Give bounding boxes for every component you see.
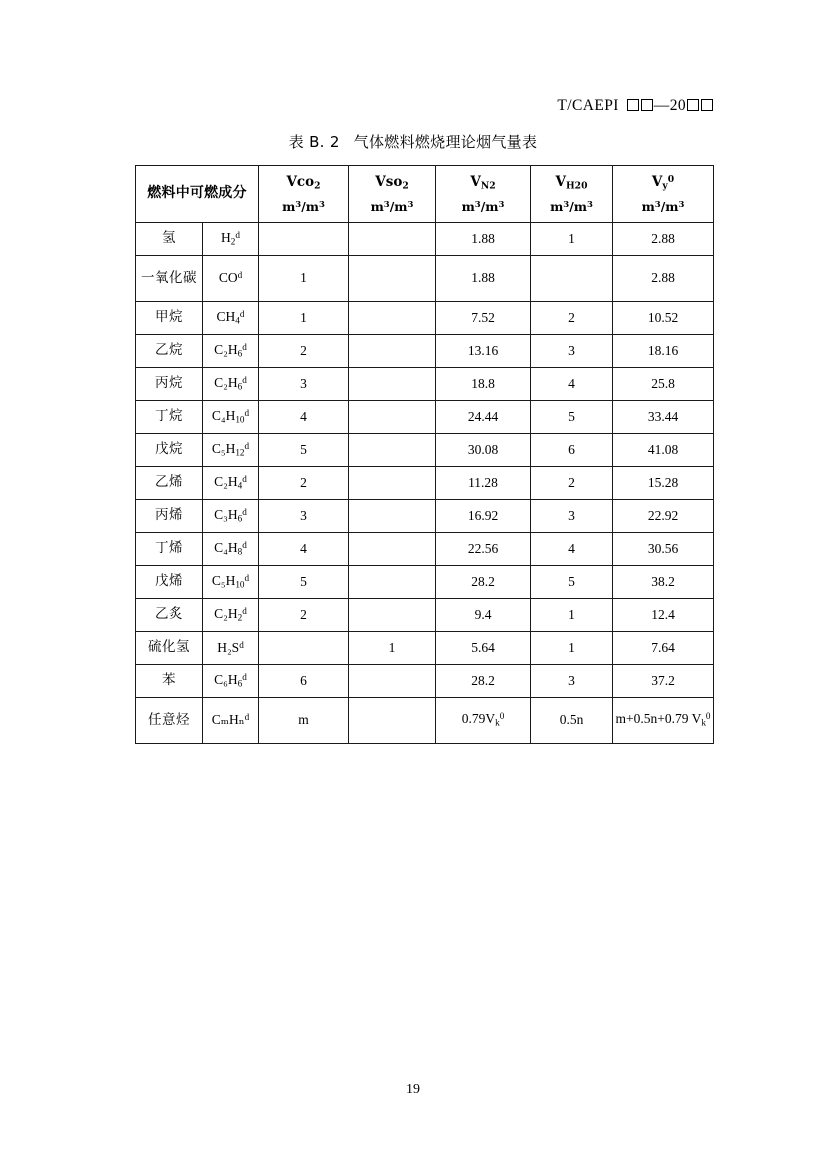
cell-vn2: 28.2 xyxy=(436,665,531,698)
cell-vh2o xyxy=(531,256,613,302)
column-header-vco2-symbol: Vco$_2$ xyxy=(286,173,321,192)
cell-component-name: 氢 xyxy=(136,223,203,256)
cell-vso2 xyxy=(349,368,436,401)
placeholder-box-icon xyxy=(627,99,639,111)
cell-chemical-formula: $C_2H_4^d$ xyxy=(203,467,259,500)
cell-vy: 2.88 xyxy=(613,256,714,302)
cell-vy: 30.56 xyxy=(613,533,714,566)
cell-vn2: 1.88 xyxy=(436,256,531,302)
column-header-vn2-symbol: $V_{N2}$ xyxy=(470,173,496,192)
cell-chemical-formula: $C_4H_8^d$ xyxy=(203,533,259,566)
cell-component-name: 乙烷 xyxy=(136,335,203,368)
cell-chemical-formula: $C_6H_6^d$ xyxy=(203,665,259,698)
table-row xyxy=(136,335,714,368)
cell-vso2 xyxy=(349,698,436,744)
cell-chemical-formula: $H_2S^d$ xyxy=(203,632,259,665)
cell-vy: 22.92 xyxy=(613,500,714,533)
column-header-vh2o-symbol: $V_{H20}$ xyxy=(555,173,588,192)
cell-vy: 2.88 xyxy=(613,223,714,256)
table-row xyxy=(136,256,714,302)
cell-vso2 xyxy=(349,665,436,698)
cell-vco2: 2 xyxy=(259,335,349,368)
table-row xyxy=(136,632,714,665)
cell-vn2: $0.79V_k^0$ xyxy=(436,698,531,744)
cell-vco2: 3 xyxy=(259,368,349,401)
cell-vco2: 5 xyxy=(259,566,349,599)
cell-vco2: m xyxy=(259,698,349,744)
table-row xyxy=(136,401,714,434)
cell-vco2: 3 xyxy=(259,500,349,533)
table-header-row xyxy=(136,166,714,223)
table-row xyxy=(136,467,714,500)
cell-component-name: 丁烯 xyxy=(136,533,203,566)
cell-vh2o: 1 xyxy=(531,223,613,256)
cell-component-name: 一氧化碳 xyxy=(136,256,203,302)
cell-vn2: 28.2 xyxy=(436,566,531,599)
cell-vn2: 9.4 xyxy=(436,599,531,632)
cell-chemical-formula: $C_5H_{12}^d$ xyxy=(203,434,259,467)
header-year-prefix: 20 xyxy=(669,97,686,114)
column-header-vso2-unit: $m^3/m^3$ xyxy=(370,198,414,214)
cell-vco2: 2 xyxy=(259,599,349,632)
column-header-vh2o-unit: $m^3/m^3$ xyxy=(550,198,593,214)
cell-vy: 38.2 xyxy=(613,566,714,599)
column-header-vy xyxy=(613,166,714,223)
placeholder-box-icon xyxy=(701,99,713,111)
column-header-vn2-unit: $m^3/m^3$ xyxy=(461,198,505,214)
column-header-vh2o xyxy=(531,166,613,223)
cell-component-name: 乙炙 xyxy=(136,599,203,632)
column-header-vco2-unit: $m^3/m^3$ xyxy=(282,198,325,214)
document-running-header xyxy=(557,97,714,115)
cell-vn2: 30.08 xyxy=(436,434,531,467)
flue-gas-table-container xyxy=(135,165,713,744)
placeholder-box-icon xyxy=(687,99,699,111)
cell-vn2: 7.52 xyxy=(436,302,531,335)
cell-vco2: 4 xyxy=(259,533,349,566)
cell-vso2 xyxy=(349,256,436,302)
flue-gas-table xyxy=(135,165,714,744)
cell-component-name: 乙烯 xyxy=(136,467,203,500)
cell-vh2o: 6 xyxy=(531,434,613,467)
column-header-vy-unit: $m^3/m^3$ xyxy=(641,198,685,214)
cell-vy: 33.44 xyxy=(613,401,714,434)
cell-vh2o: 2 xyxy=(531,302,613,335)
cell-chemical-formula: $C_2H_6^d$ xyxy=(203,335,259,368)
cell-component-name: 任意烃 xyxy=(136,698,203,744)
cell-component-name: 苯 xyxy=(136,665,203,698)
cell-vso2 xyxy=(349,599,436,632)
cell-vy: 37.2 xyxy=(613,665,714,698)
cell-vy: 18.16 xyxy=(613,335,714,368)
cell-vn2: 5.64 xyxy=(436,632,531,665)
cell-vy: 25.8 xyxy=(613,368,714,401)
cell-vh2o: 5 xyxy=(531,566,613,599)
cell-vso2 xyxy=(349,335,436,368)
cell-vh2o: 3 xyxy=(531,335,613,368)
cell-vco2: 4 xyxy=(259,401,349,434)
table-row xyxy=(136,302,714,335)
table-row xyxy=(136,368,714,401)
cell-vn2: 22.56 xyxy=(436,533,531,566)
cell-chemical-formula: $CO^d$ xyxy=(203,256,259,302)
cell-vso2 xyxy=(349,533,436,566)
cell-vh2o: 5 xyxy=(531,401,613,434)
cell-chemical-formula: $C_4H_{10}^d$ xyxy=(203,401,259,434)
table-row xyxy=(136,434,714,467)
cell-component-name: 硫化氢 xyxy=(136,632,203,665)
table-caption-number: 表 B. 2 xyxy=(288,133,340,151)
cell-vso2 xyxy=(349,500,436,533)
standard-prefix: T/CAEPI xyxy=(557,97,619,114)
table-body xyxy=(136,223,714,744)
cell-vco2: 2 xyxy=(259,467,349,500)
table-caption-title: 气体燃料燃烧理论烟气量表 xyxy=(353,133,538,151)
column-header-vso2 xyxy=(349,166,436,223)
cell-component-name: 丙烯 xyxy=(136,500,203,533)
table-row xyxy=(136,566,714,599)
cell-vn2: 18.8 xyxy=(436,368,531,401)
cell-vy: 10.52 xyxy=(613,302,714,335)
table-row xyxy=(136,665,714,698)
cell-vh2o: 3 xyxy=(531,500,613,533)
table-header xyxy=(136,166,714,223)
cell-vso2 xyxy=(349,302,436,335)
cell-vh2o: 0.5n xyxy=(531,698,613,744)
cell-vh2o: 2 xyxy=(531,467,613,500)
cell-vso2 xyxy=(349,566,436,599)
table-caption xyxy=(0,131,826,152)
cell-component-name: 甲烷 xyxy=(136,302,203,335)
cell-chemical-formula: $C_2H_6^d$ xyxy=(203,368,259,401)
cell-vy: 41.08 xyxy=(613,434,714,467)
column-header-vso2-symbol: Vso$_2$ xyxy=(375,173,409,192)
column-header-vco2 xyxy=(259,166,349,223)
placeholder-box-icon xyxy=(641,99,653,111)
cell-chemical-formula: $H_2^d$ xyxy=(203,223,259,256)
page-number: 19 xyxy=(406,1082,420,1097)
column-header-component: 燃料中可燃成分 xyxy=(136,166,259,223)
cell-vn2: 13.16 xyxy=(436,335,531,368)
cell-vh2o: 4 xyxy=(531,533,613,566)
cell-vy: m+0.5n+0.79 $V_k^0$ xyxy=(613,698,714,744)
cell-vn2: 24.44 xyxy=(436,401,531,434)
cell-vco2 xyxy=(259,223,349,256)
header-dash: — xyxy=(653,97,670,114)
cell-chemical-formula: $C_5H_{10}^d$ xyxy=(203,566,259,599)
table-row xyxy=(136,533,714,566)
cell-component-name: 戊烷 xyxy=(136,434,203,467)
table-row xyxy=(136,223,714,256)
table-row xyxy=(136,599,714,632)
cell-vso2 xyxy=(349,467,436,500)
cell-vso2: 1 xyxy=(349,632,436,665)
cell-vy: 15.28 xyxy=(613,467,714,500)
table-row xyxy=(136,500,714,533)
column-header-vn2 xyxy=(436,166,531,223)
cell-vco2: 5 xyxy=(259,434,349,467)
column-header-vy-symbol: $V_y^0$ xyxy=(651,173,675,192)
cell-vy: 7.64 xyxy=(613,632,714,665)
cell-vco2: 6 xyxy=(259,665,349,698)
cell-component-name: 丙烷 xyxy=(136,368,203,401)
cell-vh2o: 1 xyxy=(531,599,613,632)
cell-vn2: 1.88 xyxy=(436,223,531,256)
cell-vn2: 11.28 xyxy=(436,467,531,500)
cell-chemical-formula: $C_3H_6^d$ xyxy=(203,500,259,533)
cell-vh2o: 1 xyxy=(531,632,613,665)
cell-vco2 xyxy=(259,632,349,665)
table-row xyxy=(136,698,714,744)
cell-chemical-formula: $CH_4^d$ xyxy=(203,302,259,335)
cell-component-name: 丁烷 xyxy=(136,401,203,434)
cell-vco2: 1 xyxy=(259,256,349,302)
cell-vso2 xyxy=(349,434,436,467)
cell-vso2 xyxy=(349,223,436,256)
cell-vh2o: 3 xyxy=(531,665,613,698)
cell-component-name: 戊烯 xyxy=(136,566,203,599)
cell-chemical-formula: $C_2H_2^d$ xyxy=(203,599,259,632)
cell-chemical-formula: CₘHₙ$^d$ xyxy=(203,698,259,744)
cell-vn2: 16.92 xyxy=(436,500,531,533)
cell-vy: 12.4 xyxy=(613,599,714,632)
cell-vco2: 1 xyxy=(259,302,349,335)
cell-vh2o: 4 xyxy=(531,368,613,401)
cell-vso2 xyxy=(349,401,436,434)
